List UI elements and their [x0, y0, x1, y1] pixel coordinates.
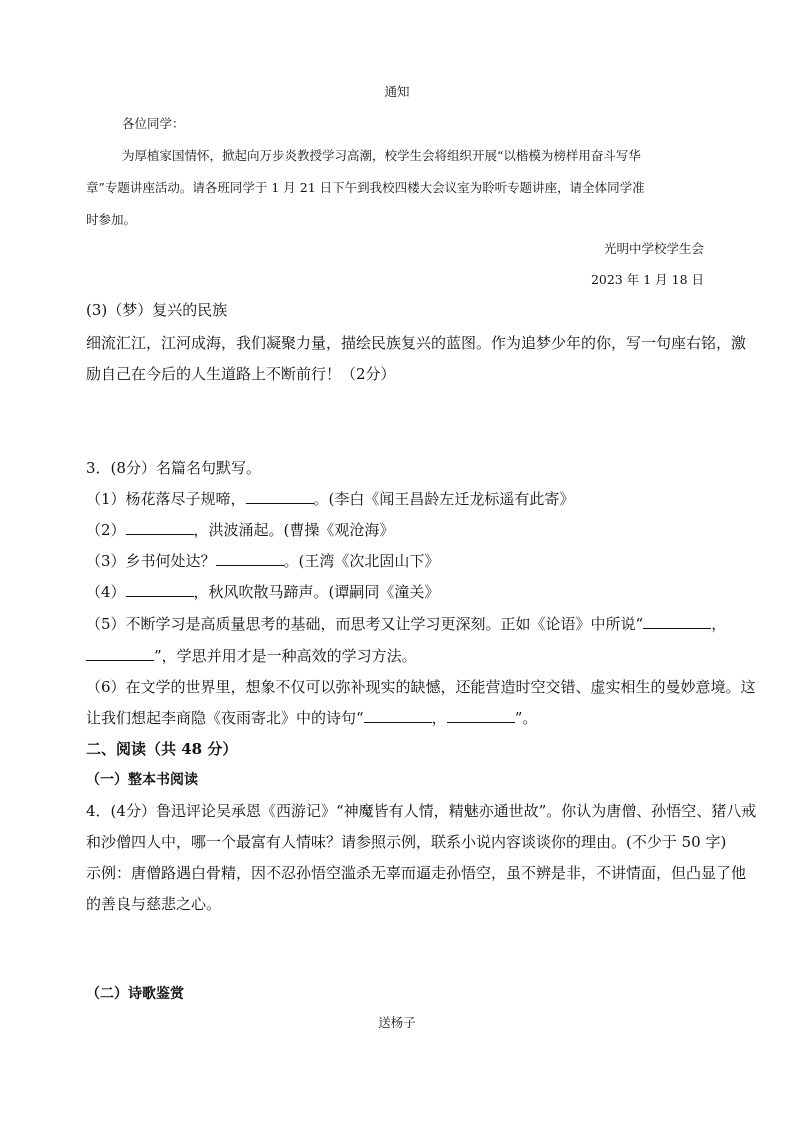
example-text: 的善良与慈悲之心。 [86, 895, 222, 913]
dictation-item [86, 551, 439, 571]
answer-blank[interactable] [126, 582, 194, 597]
dictation-text: （5）不断学习是高质量思考的基础，而思考又让学习更深刻。正如《论语》中所说“ [86, 615, 644, 633]
dictation-text: （2） [86, 521, 126, 539]
dictation-item: （6）在文学的世界里，想象不仅可以弥补现实的缺憾，还能营造时空交错、虚实相生的曼妙意境。这 [86, 678, 756, 696]
answer-blank[interactable] [86, 646, 154, 661]
dictation-text: ， [431, 709, 447, 727]
subsection-heading: （二）诗歌鉴赏 [86, 986, 184, 1002]
dictation-text: （3）乡书何处达？ [86, 552, 216, 570]
question-text: 4．(4分）鲁迅评论吴承恩《西游记》“神魔皆有人情，精魅亦通世故”。你认为唐僧、孙悟空、猪八戒 [86, 802, 757, 820]
dictation-text: 。(李白《闻王昌龄左迁龙标遥有此寄》 [313, 490, 575, 508]
dictation-text: （1）杨花落尽子规啼， [86, 490, 246, 508]
dictation-item [86, 614, 726, 634]
dictation-text: ， [711, 615, 727, 633]
dictation-item [86, 582, 439, 602]
section-heading: 二、阅读（共 48 分） [86, 740, 238, 758]
answer-blank[interactable] [643, 614, 711, 629]
notice-body-line: 时参加。 [86, 212, 137, 227]
notice-body-line: 为厚植家国情怀，掀起向万步炎教授学习高潮，校学生会将组织开展“以楷模为榜样用奋斗写华 [122, 148, 641, 163]
answer-blank[interactable] [126, 520, 194, 535]
question-text: 和沙僧四人中，哪一个最富有人情味？请参照示例，联系小说内容谈谈你的理由。(不少于 50 字) [86, 833, 727, 851]
dictation-item [86, 708, 537, 728]
notice-signature: 光明中学校学生会 [603, 241, 704, 256]
dictation-text: ”。 [514, 709, 538, 727]
answer-blank[interactable] [216, 551, 284, 566]
notice-body-line: 章”专题讲座活动。请各班同学于 1 月 21 日下午到我校四楼大会议室为聆听专题讲座，请全体同学准 [86, 180, 645, 195]
question-text: 励自己在今后的人生道路上不断前行！（2分） [86, 365, 396, 383]
dictation-text: ，洪波涌起。(曹操《观沧海》 [193, 521, 395, 539]
question-text: 细流汇江，江河成海，我们凝聚力量，描绘民族复兴的蓝图。作为追梦少年的你，写一句座右铭，激 [86, 334, 747, 352]
notice-greeting: 各位同学： [122, 116, 185, 131]
answer-blank[interactable] [364, 708, 432, 723]
dictation-text: 。(王湾《次北固山下》 [283, 552, 440, 570]
example-text: 示例：唐僧路遇白骨精，因不忍孙悟空滥杀无辜而逼走孙悟空，虽不辨是非，不讲情面，但凸显了他 [86, 864, 747, 882]
notice-title: 通知 [384, 84, 410, 99]
notice-date: 2023 年 1 月 18 日 [590, 272, 704, 287]
answer-blank[interactable] [447, 708, 515, 723]
question-heading: (3)（梦）复兴的民族 [86, 301, 228, 319]
dictation-text: （4） [86, 583, 126, 601]
dictation-text: ”，学思并用才是一种高效的学习方法。 [154, 647, 417, 665]
dictation-item [86, 646, 417, 666]
poem-title: 送杨子 [378, 1015, 416, 1030]
subsection-heading: （一）整本书阅读 [86, 772, 198, 788]
dictation-item [86, 520, 394, 540]
dictation-text: ，秋风吹散马蹄声。(谭嗣同《潼关》 [193, 583, 440, 601]
question-heading: 3．(8分）名篇名句默写。 [86, 459, 261, 477]
dictation-item [86, 489, 574, 509]
dictation-text: 让我们想起李商隐《夜雨寄北》中的诗句“ [86, 709, 364, 727]
answer-blank[interactable] [246, 489, 314, 504]
